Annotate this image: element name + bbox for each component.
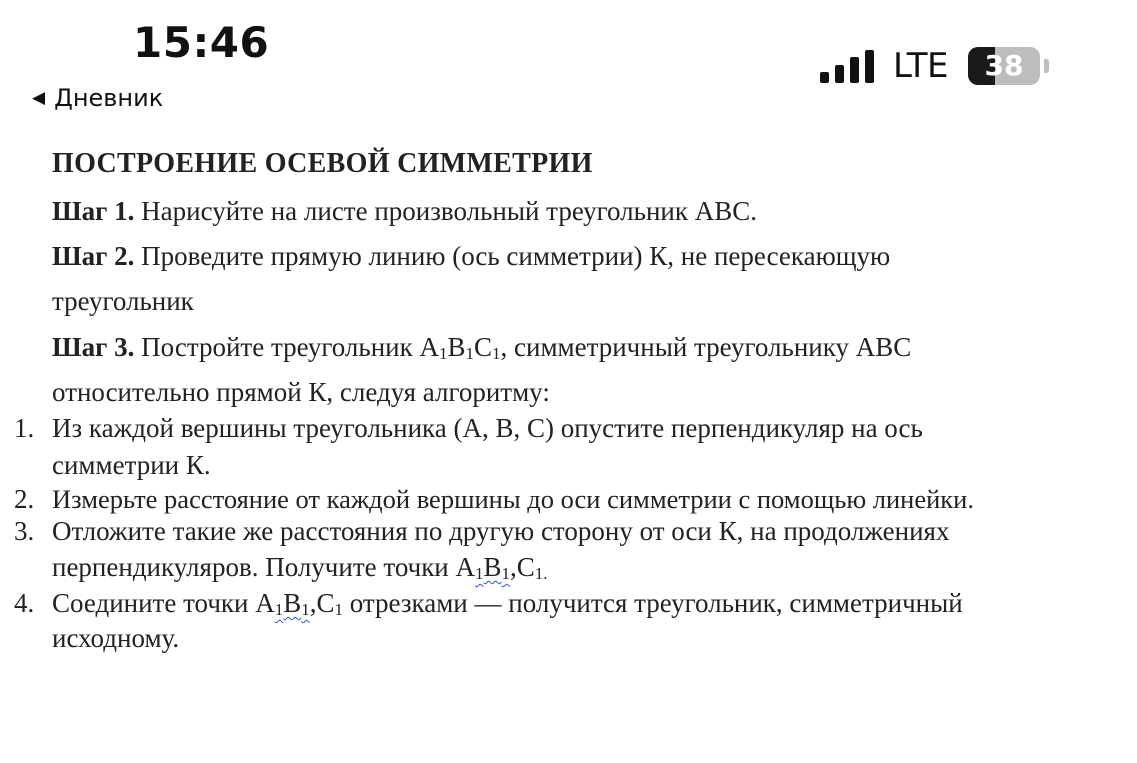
list-item-4-number: 4. bbox=[14, 588, 35, 618]
step-2-text: Проведите прямую линию (ось симметрии) К, не пересекающую bbox=[134, 241, 891, 271]
list-item-1-line-1: Из каждой вершины треугольника (А, В, С) опустите перпендикуляр на ось bbox=[52, 413, 923, 443]
step-3-sub-b: 1 bbox=[465, 344, 474, 363]
list-item-4-pre: Соедините точки A bbox=[52, 588, 275, 618]
list-item-3-sub-a: 1 bbox=[475, 564, 484, 583]
back-arrow-icon: ◀ bbox=[32, 87, 46, 108]
list-item-2-line-1: Измерьте расстояние от каждой вершины до оси симметрии с помощью линейки. bbox=[52, 484, 974, 514]
list-item-3-sub-c: 1. bbox=[534, 564, 548, 583]
step-3-pre: Постройте треугольник A bbox=[134, 332, 439, 362]
list-item-4-sub-c: 1 bbox=[334, 600, 344, 619]
cellular-signal-icon bbox=[820, 50, 878, 83]
step-1-label: Шаг 1. bbox=[52, 196, 135, 226]
list-item-4-b: B bbox=[283, 588, 302, 618]
step-3-sub-c: 1 bbox=[492, 344, 501, 363]
step-3-label: Шаг 3. bbox=[52, 332, 135, 362]
step-1-text: Нарисуйте на листе произвольный треугольник ABC. bbox=[134, 196, 757, 226]
step-3-b: B bbox=[447, 332, 466, 362]
step-1 bbox=[52, 198, 757, 225]
list-item-4-c: C bbox=[316, 588, 335, 618]
step-2-label: Шаг 2. bbox=[52, 241, 135, 271]
list-item-3-sep: , bbox=[510, 552, 517, 582]
list-item-3-sub-b: 1 bbox=[501, 564, 511, 583]
list-item-3-b: B bbox=[483, 552, 502, 582]
step-3-line-2: относительно прямой К, следуя алгоритму: bbox=[52, 377, 550, 407]
list-item-3-number: 3. bbox=[14, 516, 35, 546]
step-2-line-1 bbox=[52, 243, 890, 270]
list-item-4-sub-a: 1 bbox=[274, 600, 284, 619]
list-item-4-line-2: исходному. bbox=[52, 623, 180, 653]
list-item-3-c: C bbox=[516, 552, 535, 582]
status-time: 15:46 bbox=[133, 18, 270, 67]
step-3-line-1 bbox=[52, 334, 911, 361]
document-title: ПОСТРОЕНИЕ ОСЕВОЙ СИММЕТРИИ bbox=[52, 148, 593, 179]
list-item-1-number: 1. bbox=[14, 413, 35, 443]
list-item-3-line-2 bbox=[52, 552, 548, 583]
list-item-2-number: 2. bbox=[14, 484, 35, 514]
step-3-post: , симметричный треугольнику ABC bbox=[500, 332, 912, 362]
step-3-sub-a: 1 bbox=[438, 344, 448, 363]
network-type-label: LTE bbox=[893, 46, 949, 86]
battery-icon bbox=[968, 47, 1040, 85]
list-item-1-line-2: симметрии К. bbox=[52, 450, 211, 480]
list-item-4-sep: , bbox=[309, 588, 317, 618]
list-item-4-sub-b: 1 bbox=[301, 600, 310, 619]
list-item-3-line-1: Отложите такие же расстояния по другую сторону от оси К, на продолжениях bbox=[52, 516, 950, 546]
step-3-c: C bbox=[474, 332, 493, 362]
battery-cap bbox=[1044, 59, 1049, 73]
back-label: Дневник bbox=[54, 84, 164, 112]
list-item-4-line-1 bbox=[52, 588, 963, 619]
step-2-line-2: треугольник bbox=[52, 286, 194, 316]
battery-percent: 38 bbox=[984, 49, 1024, 82]
list-item-4-post: отрезками — получится треугольник, симметричный bbox=[343, 588, 963, 618]
list-item-3-pre: перпендикуляров. Получите точки A bbox=[52, 552, 476, 582]
back-to-diary-button[interactable] bbox=[32, 86, 163, 110]
